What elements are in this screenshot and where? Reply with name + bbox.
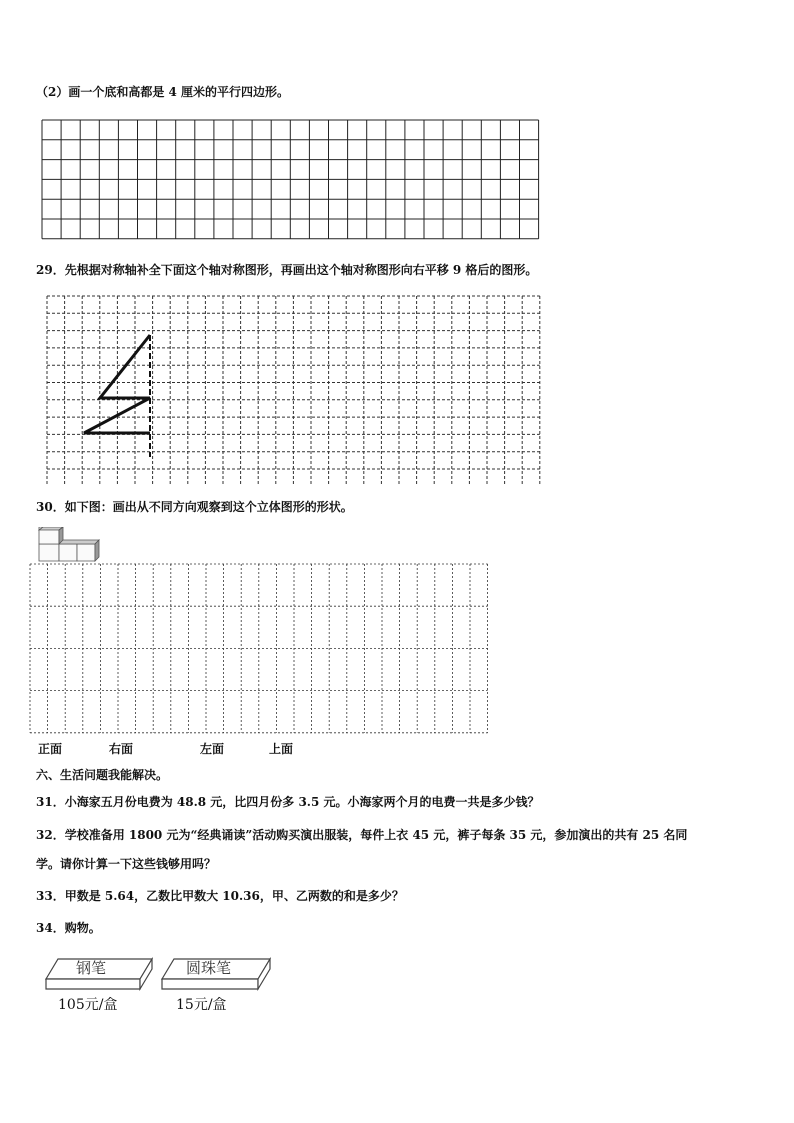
dotted-grid-30[interactable] (29, 563, 489, 735)
square-grid-28[interactable] (41, 119, 541, 241)
question-34: 34．购物。 (36, 921, 101, 935)
product-price-ballpen: 15元/盒 (176, 997, 227, 1013)
product-price-pen: 105元/盒 (58, 997, 118, 1013)
question-28-sub: （2）画一个底和高都是 4 厘米的平行四边形。 (36, 85, 290, 99)
question-32-line-1: 32．学校准备用 1800 元为“经典诵读”活动购买演出服装，每件上衣 45 元，裤子每条 35 元，参加演出的共有 25 名同 (36, 828, 688, 842)
dotted-grid-29[interactable] (46, 295, 542, 485)
solid-figure-cubes (38, 527, 100, 563)
view-label-top: 上面 (269, 742, 294, 756)
product-name-pen: 钢笔 (76, 959, 107, 977)
question-32-line-2: 学。请你计算一下这些钱够用吗？ (36, 857, 217, 871)
question-33: 33．甲数是 5.64，乙数比甲数大 10.36，甲、乙两数的和是多少？ (36, 889, 404, 903)
view-label-left: 左面 (200, 742, 225, 756)
question-29: 29．先根据对称轴补全下面这个轴对称图形，再画出这个轴对称图形向右平移 9 格后的图形。 (36, 263, 538, 277)
question-31: 31．小海家五月份电费为 48.8 元，比四月份多 3.5 元。小海家两个月的电费一共是多少钱？ (36, 795, 540, 809)
view-label-front: 正面 (38, 742, 63, 756)
product-name-ballpen: 圆珠笔 (186, 959, 232, 977)
section-6-heading: 六、生活问题我能解决。 (36, 768, 169, 782)
question-30: 30．如下图：画出从不同方向观察到这个立体图形的形状。 (36, 500, 353, 514)
view-label-right: 右面 (109, 742, 134, 756)
